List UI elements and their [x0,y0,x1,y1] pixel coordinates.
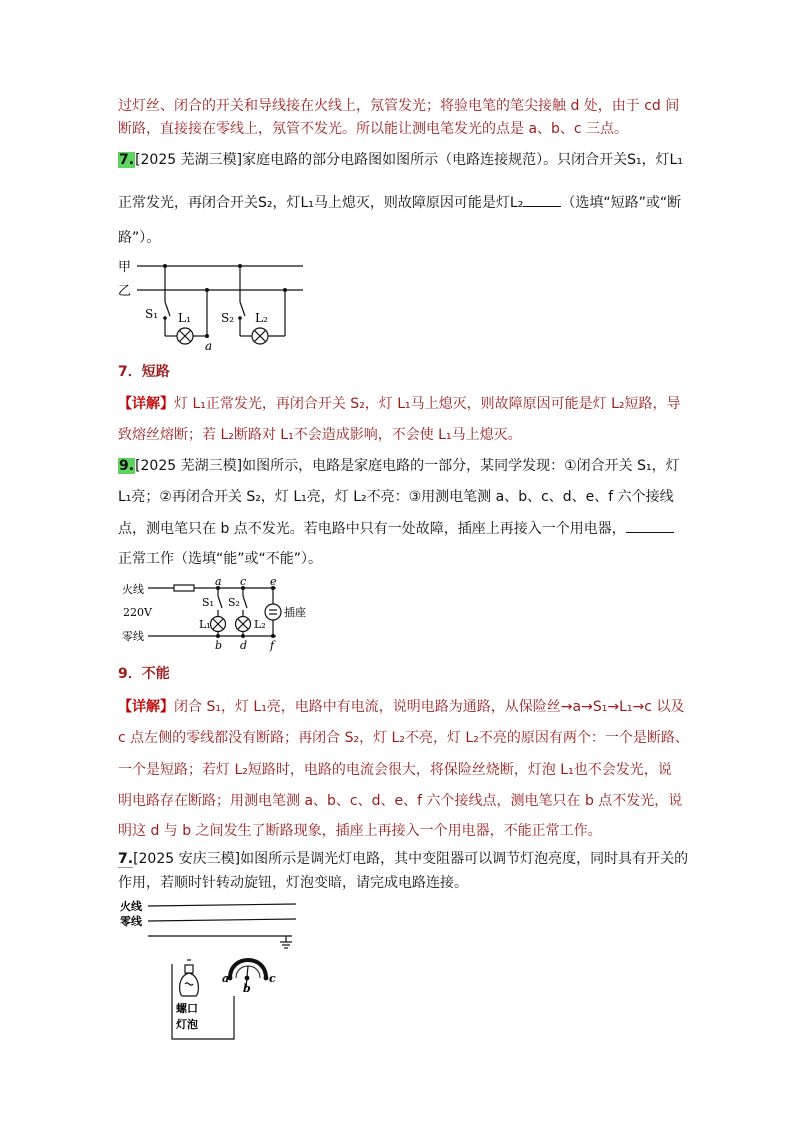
q9-circuit-diagram [118,576,318,652]
q9-label-s2: S₂ [228,596,240,609]
q7b-label-c: c [269,972,276,985]
q7b-circuit-diagram [118,896,308,1048]
q9-detail-5: 明这 d 与 b 之间发生了断路现象，插座上再接入一个用电器，不能正常工作。 [118,823,602,839]
q9-label-c: c [240,576,247,588]
q9-label-live: 火线 [122,583,144,596]
q9-number: 9. [119,458,135,474]
q7-line-3: 路”）。 [118,230,161,246]
q9-answer-blank[interactable] [626,518,674,533]
q7b-line-2: 作用，若顺时针转动旋钮，灯泡变暗，请完成电路连接。 [118,875,468,891]
intro-line-2: 断路，直接接在零线上，氖管不发光。所以能让测电笔发光的点是 a、b、c 三点。 [118,121,629,137]
q7-answer-blank[interactable] [523,192,561,207]
q9-detail-1: 【详解】闭合 S₁，灯 L₁亮，电路中有电流，说明电路为通路，从保险丝→a→S₁→L₁→c 以及 [118,699,685,715]
q7b-number: 7. [118,851,134,867]
q9-line-2: L₁亮；②再闭合开关 S₂，灯 L₁亮，灯 L₂不亮：③用测电笔测 a、b、c、d、e、f 六个接线 [118,489,674,505]
q9-line-1: 9.[2025 芜湖三模]如图所示，电路是家庭电路的一部分，某同学发现：①闭合开关 S₁，灯 [119,458,680,474]
q7b-label-neutral: 零线 [120,915,142,928]
q7b-label-bulb-1: 螺口 [176,1002,198,1015]
q9-detail-3: 一个是短路；若灯 L₂短路时，电路的电流会很大，将保险丝烧断，灯泡 L₁也不会发光，说 [118,762,672,778]
q9-label-e: e [270,576,277,588]
q9-label-b: b [215,639,223,652]
q7b-label-a: a [222,972,230,985]
q7b-line-1: 7.[2025 安庆三模]如图所示是调光灯电路，其中变阻器可以调节灯泡亮度，同时具有开关的 [118,851,689,867]
q9-detail-tag: 【详解】 [118,699,174,715]
q7-detail-tag: 【详解】 [118,396,174,412]
q7-line-1: 7.[2025 芜湖三模]家庭电路的部分电路图如图所示（电路连接规范）。只闭合开关S₁，灯L₁ [119,152,683,168]
intro-line-1: 过灯丝、闭合的开关和导线接在火线上，氖管发光；将验电笔的笔尖接触 d 处，由于 cd 间 [118,98,680,114]
q9-line-3: 点，测电笔只在 b 点不发光。若电路中只有一处故障，插座上再接入一个用电器， [118,518,674,539]
q9-label-d: d [240,639,248,652]
q9-label-a: a [215,576,222,588]
q7-label-l1: L₁ [178,311,191,325]
q9-label-l2: L₂ [254,618,266,631]
q7b-label-live: 火线 [120,900,142,913]
q9-answer: 9．不能 [118,666,170,682]
q7-line-2: 正常发光，再闭合开关S₂，灯L₁马上熄灭，则故障原因可能是灯L₂ （选填“短路”或“断 [118,192,681,213]
q7-detail-1: 【详解】灯 L₁正常发光，再闭合开关 S₂，灯 L₁马上熄灭，则故障原因可能是灯 L₂短路，导 [118,396,681,412]
q7-label-l2: L₂ [255,311,268,325]
q9-label-s1: S₁ [202,596,214,609]
q7b-label-bulb-2: 灯泡 [176,1018,198,1031]
q7-answer: 7．短路 [118,364,170,380]
q9-label-f: f [270,639,275,652]
q7-wire-jia: 甲 [118,260,132,275]
q9-detail-4: 明电路存在断路；用测电笔测 a、b、c、d、e、f 六个接线点，测电笔只在 b 点不发光，说 [118,793,683,809]
q9-line-4: 正常工作（选填“能”或“不能”）。 [118,551,323,567]
q7-circuit-diagram [115,256,315,352]
q7-label-a: a [205,339,213,352]
q9-detail-2: c 点左侧的零线都没有断路；再闭合 S₂，灯 L₂不亮，灯 L₂不亮的原因有两个：一个是断路、 [118,730,689,746]
q7-detail-2: 致熔丝熔断；若 L₂断路对 L₁不会造成影响，不会使 L₁马上熄灭。 [118,427,522,443]
q7-number: 7. [119,152,135,168]
q7-wire-yi: 乙 [118,284,132,299]
q9-label-l1: L₁ [199,618,211,631]
q9-label-neutral: 零线 [122,630,144,643]
q7-label-s1: S₁ [145,307,159,321]
q9-label-socket: 插座 [284,606,306,619]
q7-label-s2: S₂ [221,311,235,325]
q7b-label-b: b [243,982,251,995]
q9-label-220v: 220V [123,606,152,619]
